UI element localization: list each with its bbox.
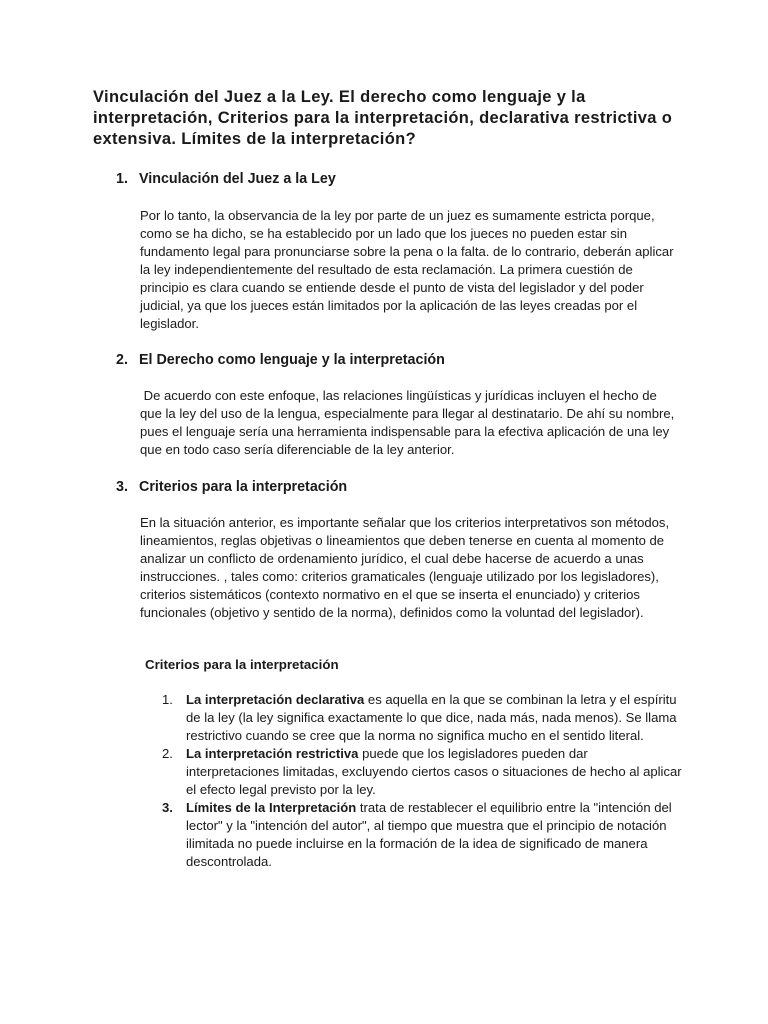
section-number: 2.	[116, 352, 128, 368]
section-body-2: De acuerdo con este enfoque, las relaciones lingüísticas y jurídicas incluyen el hecho de que la ley del uso de la lengua, especialmente para llegar al destinatario. De ahí su nombre, pues el lenguaje sería una herramienta indispensable para la efectiva aplicación de una ley que en todo caso sería diferenciable de la ley anterior.	[140, 388, 678, 457]
list-item-number: 2.	[162, 746, 173, 761]
criterios-heading: Criterios para la interpretación	[145, 657, 339, 672]
section-heading-3	[116, 478, 676, 496]
list-item-number: 3.	[162, 800, 173, 815]
section-title: El Derecho como lenguaje y la interpretación	[139, 352, 445, 368]
section-title: Vinculación del Juez a la Ley	[139, 171, 336, 187]
section-heading-2	[116, 351, 676, 369]
section-heading-1	[116, 170, 676, 188]
section-body-1: Por lo tanto, la observancia de la ley por parte de un juez es sumamente estricta porque, como se ha dicho, se ha establecido por un lado que los jueces no pueden estar sin fundamento legal para pronunciarse sobre la pena o la falta. de lo contrario, deberán aplicar la ley independientemente del resultado de esta reclamación. La primera cuestión de principio es clara cuando se entiende desde el punto de vista del legislador y del poder judicial, ya que los jueces están limitados por la aplicación de las leyes creadas por el legislador.	[140, 208, 674, 331]
list-item-term: La interpretación declarativa	[186, 692, 365, 707]
list-item-text: es aquella en la que se combinan la letra y el espíritu de la ley (la ley significa exactamente lo que dice, nada más, nada menos). Se llama restrictivo cuando se cree que la norma no significa mucho en el sentido literal.	[186, 692, 677, 743]
list-item-term: Límites de la Interpretación	[186, 800, 357, 815]
section-title: Criterios para la interpretación	[139, 479, 348, 495]
list-item	[162, 691, 682, 745]
section-body-3: En la situación anterior, es importante señalar que los criterios interpretativos son métodos, lineamientos, reglas objetivas o lineamientos que deben tenerse en cuenta al momento de analizar un conflicto de ordenamiento jurídico, el cual debe hacerse de acuerdo a unas instrucciones. , tales como: criterios gramaticales (lenguaje utilizado por los legisladores), criterios sistemáticos (contexto normativo en el que se inserta el enunciado) y criterios funcionales (objetivo y sentido de la norma), definidos como la voluntad del legislador).	[140, 515, 670, 620]
list-item-number: 1.	[162, 692, 173, 707]
section-number: 3.	[116, 479, 128, 495]
section-number: 1.	[116, 171, 128, 187]
list-item-text: puede que los legisladores pueden dar interpretaciones limitadas, excluyendo ciertos casos o situaciones de hecho al aplicar el efecto legal previsto por la ley.	[186, 746, 682, 797]
list-item-text: trata de restablecer el equilibrio entre la "intención del lector" y la "intención del autor", al tiempo que muestra que el principio de notación ilimitada no puede incluirse en la formación de la idea de significado de manera descontrolada.	[186, 800, 672, 869]
list-item	[162, 799, 682, 871]
document-title: Vinculación del Juez a la Ley. El derecho como lenguaje y la interpretación, Criterios para la interpretación, declarativa restrictiva o extensiva. Límites de la interpretación?	[93, 88, 673, 148]
list-item-term: La interpretación restrictiva	[186, 746, 359, 761]
criterios-list	[162, 691, 682, 871]
list-item	[162, 745, 682, 799]
